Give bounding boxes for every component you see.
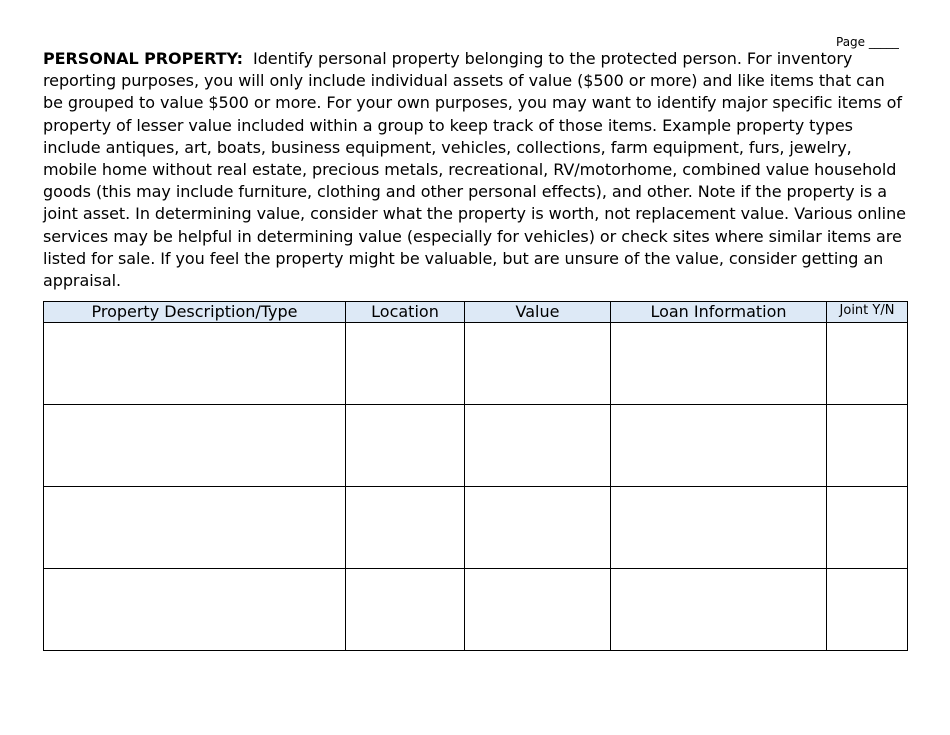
location-cell[interactable]: [346, 487, 465, 569]
value-cell[interactable]: [465, 487, 611, 569]
joint-cell[interactable]: [827, 323, 908, 405]
description-cell[interactable]: [44, 323, 346, 405]
table-row: [44, 569, 908, 651]
column-header-joint: Joint Y/N: [827, 302, 908, 323]
joint-cell[interactable]: [827, 487, 908, 569]
column-header-description: Property Description/Type: [44, 302, 346, 323]
description-cell[interactable]: [44, 569, 346, 651]
instructions-paragraph: [43, 48, 909, 292]
loan-information-cell[interactable]: [611, 323, 827, 405]
column-header-value: Value: [465, 302, 611, 323]
value-cell[interactable]: [465, 323, 611, 405]
table-header-row: [44, 302, 908, 323]
joint-cell[interactable]: [827, 405, 908, 487]
description-cell[interactable]: [44, 487, 346, 569]
loan-information-cell[interactable]: [611, 405, 827, 487]
joint-cell[interactable]: [827, 569, 908, 651]
location-cell[interactable]: [346, 405, 465, 487]
value-cell[interactable]: [465, 405, 611, 487]
description-cell[interactable]: [44, 405, 346, 487]
column-header-location: Location: [346, 302, 465, 323]
page-number-label: Page _____: [836, 35, 899, 49]
table-row: [44, 487, 908, 569]
location-cell[interactable]: [346, 569, 465, 651]
personal-property-table: [43, 301, 908, 651]
loan-information-cell[interactable]: [611, 569, 827, 651]
section-heading: PERSONAL PROPERTY:: [43, 49, 243, 68]
loan-information-cell[interactable]: [611, 487, 827, 569]
column-header-loan-information: Loan Information: [611, 302, 827, 323]
table-row: [44, 405, 908, 487]
instructions-text: Identify personal property belonging to the protected person. For inventory reporting purposes, you will only include individual assets of value ($500 or more) and like items that can be grouped to value $500 or more. For your own purposes, you may want to identify major specific items of property of lesser value included within a group to keep track of those items. Example property types include antiques, art, boats, business equipment, vehicles, collections, farm equipment, furs, jewelry, mobile home without real estate, precious metals, recreational, RV/motorhome, combined value household goods (this may include furniture, clothing and other personal effects), and other. Note if the property is a joint asset. In determining value, consider what the property is worth, not replacement value. Various online services may be helpful in determining value (especially for vehicles) or check sites where similar items are listed for sale. If you feel the property might be valuable, but are unsure of the value, consider getting an appraisal.: [43, 49, 906, 291]
value-cell[interactable]: [465, 569, 611, 651]
table-row: [44, 323, 908, 405]
location-cell[interactable]: [346, 323, 465, 405]
